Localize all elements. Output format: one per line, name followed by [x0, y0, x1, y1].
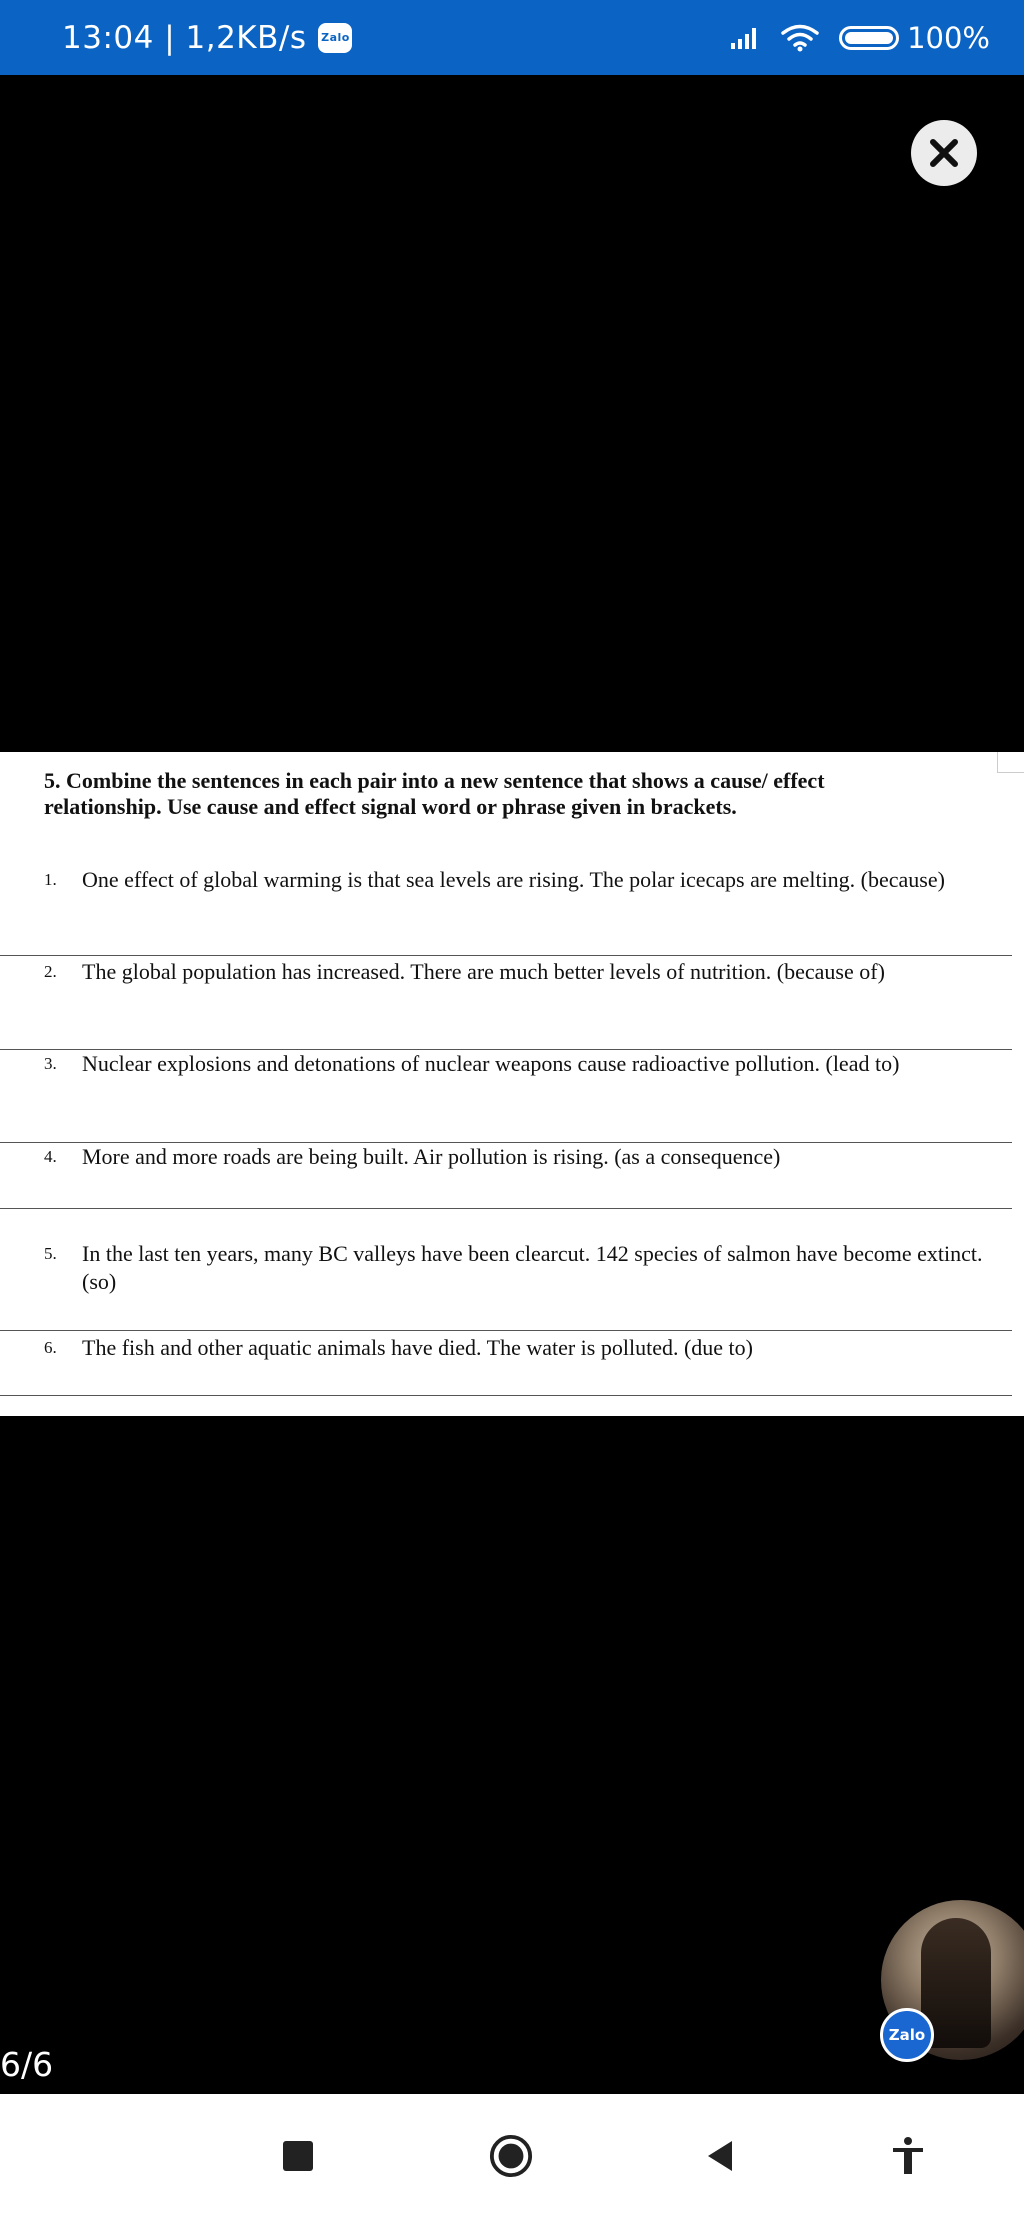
accessibility-button[interactable] — [886, 2134, 930, 2178]
item-text: More and more roads are being built. Air pollution is rising. (as a consequence) — [82, 1144, 781, 1169]
document-image[interactable] — [0, 752, 1024, 1416]
square-icon — [281, 2139, 315, 2173]
status-left — [62, 0, 352, 75]
wifi-icon — [781, 24, 819, 52]
answer-line — [0, 1330, 1012, 1331]
answer-line — [0, 1208, 1012, 1209]
item-number: 4. — [44, 1147, 57, 1166]
item-text: The fish and other aquatic animals have died. The water is polluted. (due to) — [82, 1335, 753, 1360]
status-right — [731, 0, 990, 75]
item-number: 1. — [44, 870, 57, 889]
battery-level: 100% — [907, 20, 990, 55]
item-number: 6. — [44, 1338, 57, 1357]
item-number: 2. — [44, 962, 57, 981]
navigation-bar — [0, 2094, 1024, 2217]
item-number: 3. — [44, 1054, 57, 1073]
item-number: 5. — [44, 1244, 57, 1263]
zalo-notification-icon: Zalo — [318, 23, 352, 53]
battery-icon — [839, 26, 899, 50]
triangle-back-icon — [702, 2138, 738, 2174]
home-button[interactable] — [489, 2134, 533, 2178]
status-time-speed: 13:04 | 1,2KB/s — [62, 19, 307, 56]
doc-corner-mark — [997, 752, 1024, 773]
answer-line — [0, 955, 1012, 956]
item-text: The global population has increased. There are much better levels of nutrition. (because of) — [82, 959, 885, 984]
task-heading: 5. Combine the sentences in each pair into a new sentence that shows a cause/ effect relationship. Use cause and effect signal word or phrase given in brackets. — [44, 768, 825, 819]
close-icon — [926, 135, 962, 171]
page-indicator: 6/6 — [0, 2045, 54, 2084]
item-text: In the last ten years, many BC valleys have been clearcut. 142 species of salmon have become extinct. (so) — [82, 1241, 983, 1294]
circle-icon — [489, 2133, 533, 2179]
answer-line — [0, 1395, 1012, 1396]
item-text: Nuclear explosions and detonations of nuclear weapons cause radioactive pollution. (lead to) — [82, 1051, 900, 1076]
zalo-badge-icon: Zalo — [880, 2008, 934, 2062]
status-bar — [0, 0, 1024, 75]
close-button[interactable] — [911, 120, 977, 186]
accessibility-icon — [890, 2136, 926, 2176]
recent-apps-button[interactable] — [276, 2134, 320, 2178]
signal-icon — [731, 27, 759, 49]
item-text: One effect of global warming is that sea levels are rising. The polar icecaps are melting. (because) — [82, 867, 945, 892]
back-button[interactable] — [698, 2134, 742, 2178]
